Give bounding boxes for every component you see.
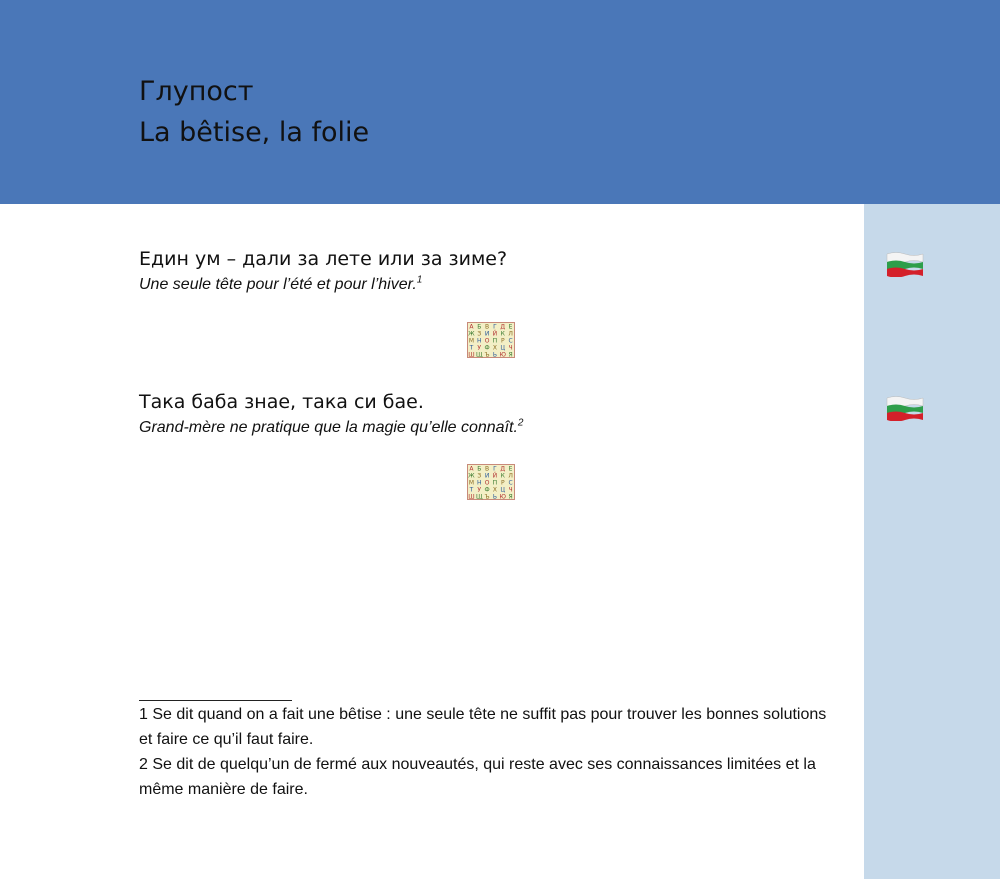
footnote-ref-2: 2: [517, 417, 524, 429]
alphabet-letter: Т: [469, 344, 474, 352]
footnotes: [139, 702, 829, 802]
bulgarian-flag-icon: [886, 395, 924, 421]
alphabet-letter: У: [477, 344, 482, 352]
alphabet-letter: С: [508, 337, 513, 345]
proverb-2-french: Grand-mère ne pratique que la magie qu’elle connaît.$^2$: [139, 417, 524, 436]
alphabet-letter: З: [477, 330, 482, 338]
alphabet-letter: Е: [508, 465, 513, 473]
alphabet-letter: Ч: [508, 486, 513, 494]
alphabet-letter: Н: [476, 337, 482, 345]
alphabet-letter: Щ: [475, 493, 483, 500]
alphabet-letter: Я: [508, 493, 513, 500]
alphabet-letter: А: [469, 323, 474, 331]
alphabet-letter: Ъ: [484, 351, 490, 358]
alphabet-letter: Р: [500, 337, 505, 345]
alphabet-letter: Ь: [492, 493, 497, 500]
alphabet-letter: И: [484, 330, 490, 338]
alphabet-letter: М: [468, 479, 475, 487]
alphabet-letter: Б: [477, 465, 482, 473]
alphabet-letter: Ш: [468, 351, 475, 358]
alphabet-letter: Т: [469, 486, 474, 494]
alphabet-letter: М: [468, 337, 475, 345]
bulgarian-flag-icon: [886, 251, 924, 277]
alphabet-letter: Ь: [492, 351, 497, 358]
alphabet-letter: В: [485, 465, 490, 473]
alphabet-letter: Ф: [484, 344, 490, 352]
alphabet-letter: Ж: [468, 472, 475, 480]
alphabet-letter: Я: [508, 351, 513, 358]
alphabet-letter: П: [492, 337, 498, 345]
proverb-2-bulgarian: Така баба знае, така си бае.: [139, 391, 424, 413]
footnote-divider: [139, 700, 292, 701]
title-french: La bêtise, la folie: [139, 117, 370, 148]
alphabet-letter: К: [500, 472, 505, 480]
title-bulgarian: Глупост: [139, 76, 254, 107]
alphabet-letter: Ъ: [484, 493, 490, 500]
alphabet-letter: Г: [493, 465, 497, 473]
alphabet-letter: Ю: [499, 493, 506, 500]
alphabet-letter: Д: [500, 323, 506, 331]
alphabet-letter: И: [484, 472, 490, 480]
alphabet-letter: Х: [492, 486, 497, 494]
alphabet-letter: В: [485, 323, 490, 331]
alphabet-letter: Ч: [508, 344, 513, 352]
alphabet-letter: Щ: [475, 351, 483, 358]
alphabet-letter: К: [500, 330, 505, 338]
proverb-1-french: Une seule tête pour l’été et pour l’hiver.$^1$: [139, 274, 423, 293]
alphabet-letter: Й: [492, 330, 498, 338]
alphabet-letter: Г: [493, 323, 497, 331]
footnote-1: 1 Se dit quand on a fait une bêtise : une seule tête ne suffit pas pour trouver les bonnes solutions et faire ce qu’il faut faire.: [139, 706, 827, 748]
alphabet-letter: Й: [492, 472, 498, 480]
alphabet-letter: С: [508, 479, 513, 487]
alphabet-letter: Ц: [500, 344, 506, 352]
alphabet-letter: А: [469, 465, 474, 473]
alphabet-letter: Ф: [484, 486, 490, 494]
alphabet-letter: Е: [508, 323, 513, 331]
alphabet-letter: Ю: [499, 351, 506, 358]
alphabet-letter: Д: [500, 465, 506, 473]
alphabet-letter: Л: [508, 330, 513, 338]
sidebar-strip: [864, 204, 1000, 879]
alphabet-letter: З: [477, 472, 482, 480]
alphabet-letter: О: [484, 479, 490, 487]
alphabet-letter: П: [492, 479, 498, 487]
footnote-2: 2 Se dit de quelqu’un de fermé aux nouveautés, qui reste avec ses connaissances limitées et la même manière de faire.: [139, 756, 816, 798]
alphabet-letter: Ш: [468, 493, 475, 500]
page-header: [0, 0, 1000, 204]
alphabet-letter: Л: [508, 472, 513, 480]
alphabet-letter: Б: [477, 323, 482, 331]
alphabet-letter: Р: [500, 479, 505, 487]
cyrillic-alphabet-icon: [467, 322, 515, 358]
alphabet-letter: Н: [476, 479, 482, 487]
alphabet-letter: Х: [492, 344, 497, 352]
footnote-ref-1: 1: [416, 274, 423, 286]
alphabet-letter: Ж: [468, 330, 475, 338]
cyrillic-alphabet-icon: [467, 464, 515, 500]
proverb-1-bulgarian: Един ум – дали за лете или за зиме?: [139, 248, 508, 270]
alphabet-letter: Ц: [500, 486, 506, 494]
alphabet-letter: У: [477, 486, 482, 494]
alphabet-letter: О: [484, 337, 490, 345]
